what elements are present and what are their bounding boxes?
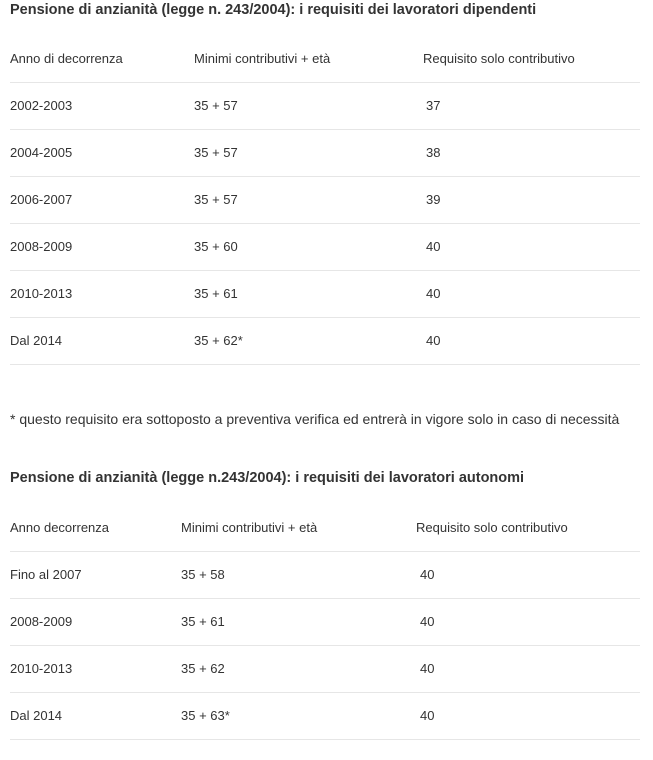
column-header-anno: Anno di decorrenza	[10, 51, 123, 66]
cell-minimi: 35 + 61	[194, 286, 238, 301]
cell-minimi: 35 + 62	[181, 661, 225, 676]
column-header-minimi: Minimi contributivi + età	[194, 51, 331, 66]
table-row	[10, 599, 640, 646]
cell-anno: 2010-2013	[10, 661, 73, 676]
cell-requisito: 37	[426, 98, 441, 113]
cell-anno: Fino al 2007	[10, 567, 82, 582]
cell-anno: 2008-2009	[10, 239, 73, 254]
cell-anno: Dal 2014	[10, 333, 63, 348]
cell-requisito: 40	[426, 239, 441, 254]
table-row	[10, 552, 640, 599]
table-row	[10, 177, 640, 224]
cell-minimi: 35 + 62*	[194, 333, 243, 348]
table-row	[10, 318, 640, 365]
table-row	[10, 130, 640, 177]
cell-requisito: 38	[426, 145, 441, 160]
cell-anno: 2004-2005	[10, 145, 73, 160]
table-dipendenti	[10, 36, 640, 365]
cell-requisito: 40	[426, 333, 441, 348]
column-header-requisito: Requisito solo contributivo	[416, 520, 568, 535]
cell-requisito: 40	[420, 661, 435, 676]
cell-requisito: 40	[420, 708, 435, 723]
cell-minimi: 35 + 63*	[181, 708, 230, 723]
table-row	[10, 693, 640, 740]
cell-minimi: 35 + 61	[181, 614, 225, 629]
column-header-minimi: Minimi contributivi + età	[181, 520, 318, 535]
cell-requisito: 39	[426, 192, 441, 207]
cell-requisito: 40	[426, 286, 441, 301]
table-row	[10, 646, 640, 693]
cell-minimi: 35 + 57	[194, 145, 238, 160]
table-header-row	[10, 505, 640, 552]
cell-anno: 2006-2007	[10, 192, 73, 207]
footnote: * questo requisito era sottoposto a preventiva verifica ed entrerà in vigore solo in caso di necessità	[10, 411, 620, 427]
cell-minimi: 35 + 58	[181, 567, 225, 582]
table-row	[10, 224, 640, 271]
section1-title: Pensione di anzianità (legge n. 243/2004): i requisiti dei lavoratori dipendenti	[10, 2, 537, 18]
cell-requisito: 40	[420, 614, 435, 629]
table-row	[10, 83, 640, 130]
cell-anno: 2002-2003	[10, 98, 73, 113]
cell-minimi: 35 + 60	[194, 239, 238, 254]
cell-anno: 2010-2013	[10, 286, 73, 301]
cell-anno: Dal 2014	[10, 708, 63, 723]
column-header-anno: Anno decorrenza	[10, 520, 110, 535]
cell-requisito: 40	[420, 567, 435, 582]
cell-minimi: 35 + 57	[194, 192, 238, 207]
table-row	[10, 271, 640, 318]
table-autonomi	[10, 505, 640, 740]
cell-anno: 2008-2009	[10, 614, 73, 629]
table-header-row	[10, 36, 640, 83]
column-header-requisito: Requisito solo contributivo	[423, 51, 575, 66]
cell-minimi: 35 + 57	[194, 98, 238, 113]
section2-title: Pensione di anzianità (legge n.243/2004): i requisiti dei lavoratori autonomi	[10, 470, 525, 486]
